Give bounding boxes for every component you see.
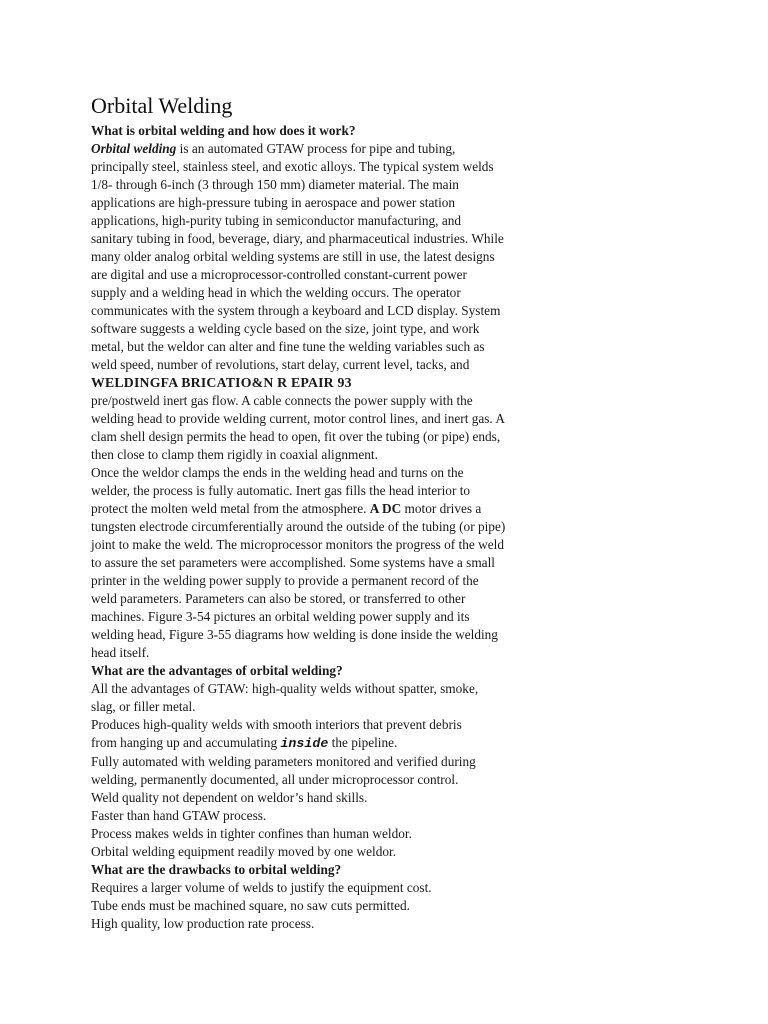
intro-line-9: communicates with the system through a keyboard and LCD display. System <box>91 303 501 318</box>
advantage-portable: Orbital welding equipment readily moved by one weldor. <box>91 844 397 859</box>
intro-line-6: many older analog orbital welding systems are still in use, the latest designs <box>91 249 495 264</box>
para3-line-1: welder, the process is fully automatic. Inert gas fills the head interior to <box>91 483 471 498</box>
drawback-item: Tube ends must be machined square, no saw cuts permitted. <box>91 898 410 913</box>
para3-line-8: machines. Figure 3-54 pictures an orbital welding power supply and its <box>91 609 470 624</box>
adv3-line-1: welding, permanently documented, all under microprocessor control. <box>91 772 459 787</box>
intro-line-8: supply and a welding head in which the welding occurs. The operator <box>91 285 461 300</box>
para3-pre: protect the molten weld metal from the atmosphere. <box>91 501 370 516</box>
adv2-post: the pipeline. <box>328 735 398 750</box>
intro-line-10: software suggests a welding cycle based on the size, joint type, and work <box>91 321 480 336</box>
article-body <box>91 94 691 933</box>
cable-paragraph <box>91 392 691 464</box>
para3-line-9: welding head, Figure 3-55 diagrams how welding is done inside the welding <box>91 627 498 642</box>
para3-line-2 <box>91 500 691 518</box>
page-title: Orbital Welding <box>91 93 233 118</box>
para2-line-3: then close to clamp them rigidly in coaxial alignment. <box>91 447 378 462</box>
para3-line-5: to assure the set parameters were accomplished. Some systems have a small <box>91 555 495 570</box>
para2-line-0: pre/postweld inert gas flow. A cable connects the power supply with the <box>91 393 473 408</box>
question-how-it-works: What is orbital welding and how does it work? <box>91 123 356 138</box>
advantage-gtaw <box>91 680 691 716</box>
drawback-item: Requires a larger volume of welds to justify the equipment cost. <box>91 880 432 895</box>
para3-line-0: Once the weldor clamps the ends in the welding head and turns on the <box>91 465 464 480</box>
intro-line-5: sanitary tubing in food, beverage, diary, and pharmaceutical industries. While <box>91 231 504 246</box>
adv2-pre: from hanging up and accumulating <box>91 735 281 750</box>
intro-line-7: are digital and use a microprocessor-controlled constant-current power <box>91 267 467 282</box>
intro-line-11: metal, but the weldor can alter and fine tune the welding variables such as <box>91 339 485 354</box>
intro-first-line <box>91 140 691 158</box>
adv2-emphasis: inside <box>280 736 329 751</box>
intro-paragraph <box>91 140 691 374</box>
running-head: WELDINGFA BRICATIO&N R EPAIR 93 <box>91 375 352 390</box>
adv3-line-0: Fully automated with welding parameters monitored and verified during <box>91 754 476 769</box>
para3-line-6: printer in the welding power supply to provide a permanent record of the <box>91 573 479 588</box>
para3-line-3: tungsten electrode circumferentially around the outside of the tubing (or pipe) <box>91 519 506 534</box>
intro-term: Orbital welding <box>91 141 177 156</box>
adv2-line-1 <box>91 734 691 753</box>
advantage-smooth-interiors <box>91 716 691 753</box>
advantage-skill: Weld quality not dependent on weldor’s hand skills. <box>91 790 368 805</box>
para3-bold: A DC <box>369 501 402 516</box>
adv1-line-1: slag, or filler metal. <box>91 699 196 714</box>
advantage-automated <box>91 753 691 789</box>
adv1-line-0: All the advantages of GTAW: high-quality welds without spatter, smoke, <box>91 681 479 696</box>
question-drawbacks: What are the drawbacks to orbital welding? <box>91 862 342 877</box>
intro-line-0: is an automated GTAW process for pipe and tubing, <box>176 141 456 156</box>
drawback-item: High quality, low production rate process. <box>91 916 315 931</box>
adv2-line-0: Produces high-quality welds with smooth interiors that prevent debris <box>91 717 462 732</box>
intro-line-2: 1/8- through 6-inch (3 through 150 mm) diameter material. The main <box>91 177 459 192</box>
process-paragraph <box>91 464 691 662</box>
intro-line-12: weld speed, number of revolutions, start delay, current level, tacks, and <box>91 357 470 372</box>
para2-line-2: clam shell design permits the head to open, fit over the tubing (or pipe) ends, <box>91 429 501 444</box>
para3-line-7: weld parameters. Parameters can also be stored, or transferred to other <box>91 591 466 606</box>
para2-line-1: welding head to provide welding current, motor control lines, and inert gas. A <box>91 411 505 426</box>
para3-line-10: head itself. <box>91 645 150 660</box>
intro-line-1: principally steel, stainless steel, and exotic alloys. The typical system welds <box>91 159 494 174</box>
question-advantages: What are the advantages of orbital welding? <box>91 663 343 678</box>
intro-line-4: applications, high-purity tubing in semiconductor manufacturing, and <box>91 213 462 228</box>
advantage-tight-confines: Process makes welds in tighter confines than human weldor. <box>91 826 412 841</box>
intro-line-3: applications are high-pressure tubing in aerospace and power station <box>91 195 456 210</box>
para3-line-4: joint to make the weld. The microprocessor monitors the progress of the weld <box>91 537 504 552</box>
advantage-faster: Faster than hand GTAW process. <box>91 808 267 823</box>
para3-post: motor drives a <box>401 501 482 516</box>
